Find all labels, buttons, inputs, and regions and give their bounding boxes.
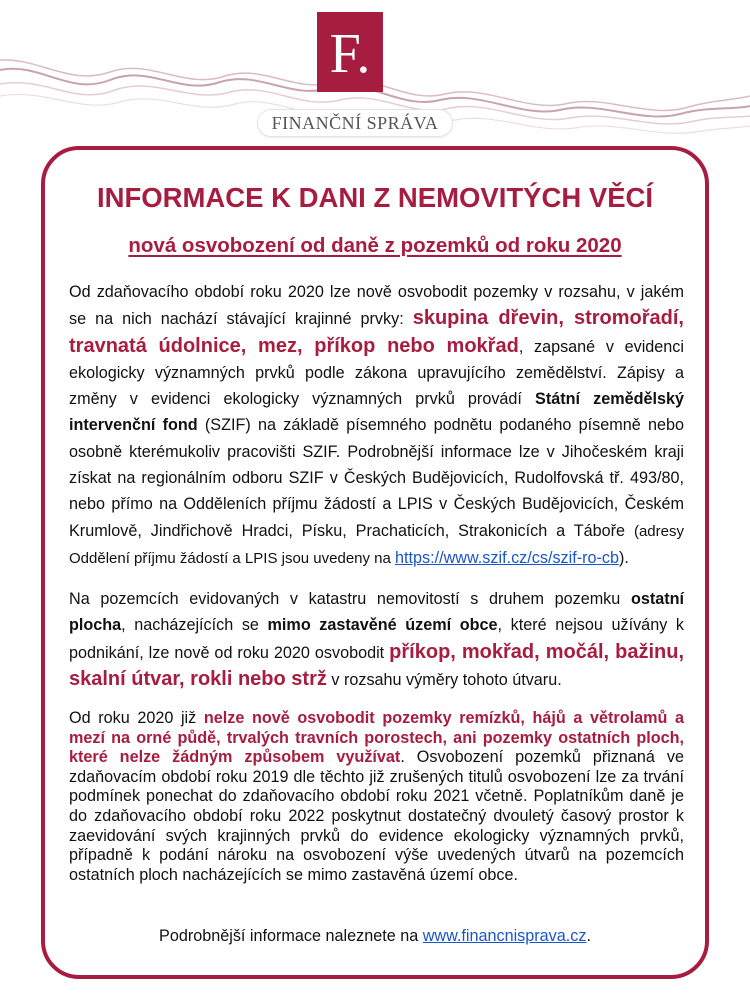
p1-addresses-note: (adresy Oddělení příjmu žádostí a LPIS jsou uvedeny na [69,522,684,567]
logo [317,12,383,92]
p2-text-1: Na pozemcích evidovaných v katastru nemovitostí s druhem pozemku [69,590,631,608]
p3-text-2: . Osvobození pozemků přiznaná ve zdaňovacím období roku 2019 dle těchto již zrušených titulů osvobození lze za trvání podmínek ponechat do zdaňovacího období roku 2021 včetně. Poplatníkům daně je do zdaňovacího období roku 2022 poskytnut dostatečný dvouletý časový prostor k zaevidování svých krajinných prvků do evidence ekologicky významných prvků, případně k podání nároku na osvobození výše uvedených útvarů na pozemcích ostatních ploch nacházejících se mimo zastavěná území obce. [69,748,684,884]
p1-text-3: (SZIF) na základě písemného podnětu podaného písemně nebo osobně kterémukoliv pracovišti SZIF. Podrobnější informace lze v Jihočeském kraji získat na regionálním odboru SZIF v Českých Budějovicích, Rudolfovská tř. 493/80, nebo přímo na Odděleních příjmu žádostí a LPIS v Českých Budějovicích, Českém Krumlově, Jindřichově Hradci, Písku, Prachaticích, Strakonicích a Táboře [69,416,684,540]
footer-end: . [586,927,591,945]
p1-text-1: Od zdaňovacího období roku 2020 lze nově osvobodit pozemky v rozsahu, v jakém se na nich nachází stávající krajinné prvky: [69,283,684,329]
p2-highlight-exempt: příkop, mokřad, močál, bažinu, skalní útvar, rokli nebo strž [69,640,685,690]
page-title: INFORMACE K DANI Z NEMOVITÝCH VĚCÍ [96,182,654,213]
brand-name: FINANČNÍ SPRÁVA [258,110,452,136]
paragraph-landscape-elements [69,279,684,572]
p2-text-4: v rozsahu výměry tohoto útvaru. [326,670,562,689]
footer-info [0,927,750,946]
page-subtitle: nová osvobození od daně z pozemků od roku 2020 [128,234,622,257]
paragraph-abolished-exemptions [69,709,684,885]
p2-bold-other-area: ostatní plocha [69,590,684,635]
p2-text-3: , které nejsou užívány k podnikání, lze nově od roku 2020 osvobodit [69,616,684,662]
szif-link[interactable]: https://www.szif.cz/cs/szif-ro-cb [395,548,619,567]
p1-bold-szif: Státní zemědělský intervenční fond [69,390,684,435]
p1-text-2: , zapsané v evidenci ekologicky významných prvků podle zákona upravujícího zemědělství. Zápisy a změny v evidenci ekologicky významných prvků provádí [69,337,684,409]
p3-highlight-not-exempt: nelze nově osvobodit pozemky remízků, hájů a větrolamů a mezí na orné půdě, trvalých travních porostech, ani pozemky ostatních ploch, které nelze žádným způsobem využívat [69,709,684,767]
paragraph-other-areas [69,586,684,693]
p2-bold-outside-builtup: mimo zastavěné území obce [267,616,498,635]
p1-highlight-elements: skupina dřevin, stromořadí, travnatá údolnice, mez, příkop nebo mokřad [69,307,684,357]
p3-text-1: Od roku 2020 již [69,709,204,727]
p1-text-4: ). [619,548,629,567]
financnisprava-link[interactable]: www.financnisprava.cz [422,927,587,945]
logo-letter: F. [329,23,371,85]
p2-text-2: , nacházejících se [121,616,268,635]
footer-text: Podrobnější informace naleznete na [159,927,423,945]
